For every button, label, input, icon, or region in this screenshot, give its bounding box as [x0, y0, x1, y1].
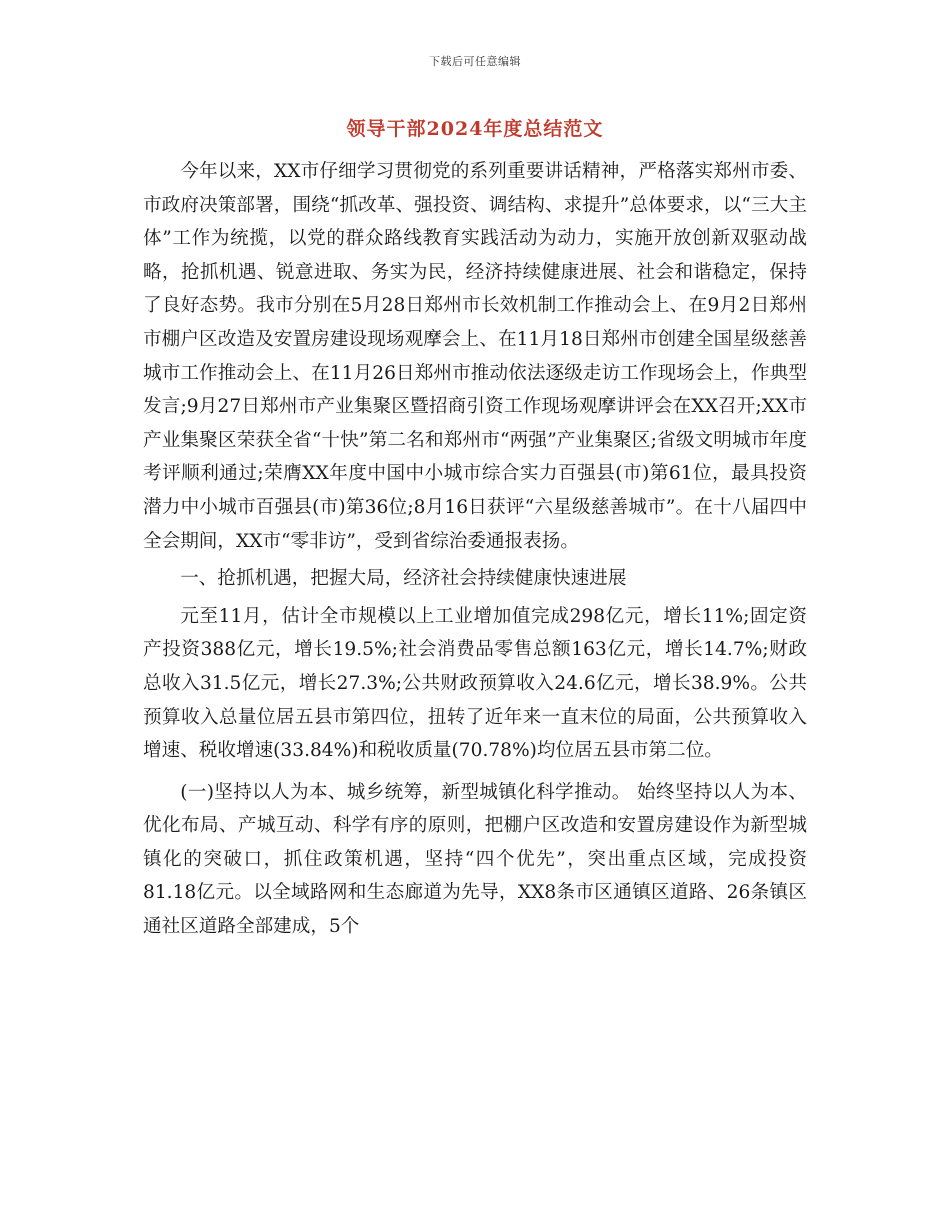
section-heading-1: 一、抢抓机遇，把握大局，经济社会持续健康快速进展: [180, 568, 627, 590]
paragraph-urbanization: (一)坚持以人为本、城乡统筹，新型城镇化科学推动。 始终坚持以人为本、优化布局、产城互动、科学有序的原则，把棚户区改造和安置房建设作为新型城镇化的突破口，抓住政策机遇，坚持“四个优先”，突出重点区域，完成投资81.18亿元。以全域路网和生态廊道为先导，XX8条市区通镇区道路、26条镇区通社区道路全部建成，5个: [143, 781, 807, 938]
paragraph-economy: 元至11月，估计全市规模以上工业增加值完成298亿元，增长11%;固定资产投资388亿元，增长19.5%;社会消费品零售总额163亿元，增长14.7%;财政总收入31.5亿元，增长27.3%;公共财政预算收入24.6亿元，增长38.9%。公共预算收入总量位居五县市第四位，扭转了近年来一直末位的局面，公共预算收入增速、税收增速(33.84%)和税收质量(70.78%)均位居五县市第二位。: [143, 605, 807, 762]
document-title: 领导干部2024年度总结范文: [346, 118, 604, 140]
header-note: 下载后可任意编辑: [429, 55, 521, 68]
paragraph-intro: 今年以来，XX市仔细学习贯彻党的系列重要讲话精神，严格落实郑州市委、市政府决策部署，围绕“抓改革、强投资、调结构、求提升”总体要求，以“三大主体”工作为统揽，以党的群众路线教育实践活动为动力，实施开放创新双驱动战略，抢抓机遇、锐意进取、务实为民，经济持续健康进展、社会和谐稳定，保持了良好态势。我市分别在5月28日郑州市长效机制工作推动会上、在9月2日郑州市棚户区改造及安置房建设现场观摩会上、在11月18日郑州市创建全国星级慈善城市工作推动会上、在11月26日郑州市推动依法逐级走访工作现场会上，作典型发言;9月27日郑州市产业集聚区暨招商引资工作现场观摩讲评会在XX召开;XX市产业集聚区荣获全省“十快”第二名和郑州市“两强”产业集聚区;省级文明城市年度考评顺利通过;荣膺XX年度中国中小城市综合实力百强县(市)第61位，最具投资潜力中小城市百强县(市)第36位;8月16日获评“六星级慈善城市”。在十八届四中全会期间，XX市“零非访”，受到省综治委通报表扬。: [143, 161, 807, 552]
document-body: [143, 155, 807, 944]
